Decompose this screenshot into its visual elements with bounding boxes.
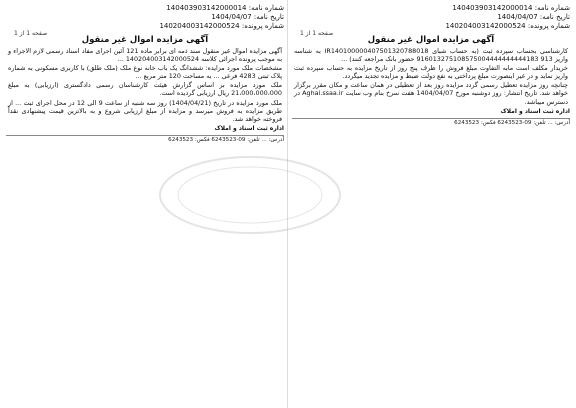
right-paragraph: چنانچه روز مزایده تعطیل رسمی گردد مزایده روز بعد از تعطیلی در همان ساعت و مکان مقرر برگزار خواهد شد. تاریخ انتشار: روز دوشنبه مورخ 1404/04/07 هفت سرخ بنام وب سایت Aghai.ssaa.ir در دسترس میباشد. (294, 81, 568, 106)
watermark-seal-icon (150, 150, 350, 240)
left-letter-date: تاریخ نامه: 1404/04/07 (211, 13, 284, 21)
left-letter-no: شماره نامه: 140403903142000014 (166, 4, 284, 12)
left-case-no: شماره پرونده: 140204003142000524 (159, 22, 284, 30)
left-body (6, 45, 284, 123)
right-letter-no: شماره نامه: 140403903142000014 (452, 4, 570, 12)
left-paragraph: مشخصات ملک مورد مزایده: ششدانگ یک باب خانه نوع ملک (ملک طلق) با کاربری مسکونی به شماره پلاک ثبتی 4283 فرعی ... به مساحت 120 متر مربع ... (8, 64, 282, 81)
right-case-no: شماره پرونده: 140204003142000524 (445, 22, 570, 30)
left-footer: آدرس: ... تلفن: 09-6243523 فکس: 6243523 (6, 135, 284, 143)
right-signature: اداره ثبت اسناد و املاک (500, 107, 570, 115)
left-title: آگهی مزایده اموال غیر منقول (81, 35, 209, 45)
left-paragraph: ملک مورد مزایده در تاریخ (1404/04/21) روز سه شنبه از ساعت 9 الی 12 در محل اجرای ثبت ... از طریق مزایده به فروش میرسد و مزایده از مبلغ ارزیابی شروع و به بالاترین قیمت پیشنهادی نقداً فروخته خواهد شد. (8, 98, 282, 123)
right-paragraph: کارشناسی بحساب سپرده ثبت (به حساب شبای IR140100000407501320788018 به شناسه واریز 913 916013275108575004444444444183 حضور بانک مراجعه کنند) ... (294, 47, 568, 64)
right-paragraph: خریدار مکلف است مابه التفاوت مبلغ فروش را ظرف پنج روز از تاریخ مزایده به حساب سپرده ثبت واریز نماید و در غیر اینصورت مبلغ پرداختی به نفع دولت ضبط و مزایده تجدید میگردد. (294, 64, 568, 81)
left-meta-block (6, 0, 284, 31)
left-page-number: صفحه 1 از 1 (14, 30, 48, 37)
right-title: آگهی مزایده اموال غیر منقول (367, 35, 495, 45)
left-paragraph: ملک مورد مزایده بر اساس گزارش هیئت کارشناسان رسمی دادگستری (ارزیابی) به مبلغ 21،000،000،000 ریال ارزیابی گردیده است. (8, 81, 282, 98)
left-paragraph: آگهی مزایده اموال غیر منقول سند ذمه ای برابر ماده 121 آئین اجرای مفاد اسناد رسمی لازم الاجراء و به موجب پرونده اجرائی کلاسه 140204003142000524 ... (8, 47, 283, 64)
right-letter-date: تاریخ نامه: 1404/04/07 (497, 13, 570, 21)
right-body (292, 45, 570, 106)
right-page-number: صفحه 1 از 1 (300, 30, 334, 37)
right-meta-block (292, 0, 570, 31)
left-signature: اداره ثبت اسناد و املاک (214, 124, 284, 132)
right-footer: آدرس: ... تلفن: 09-6243523 فکس: 6243523 (292, 118, 570, 126)
